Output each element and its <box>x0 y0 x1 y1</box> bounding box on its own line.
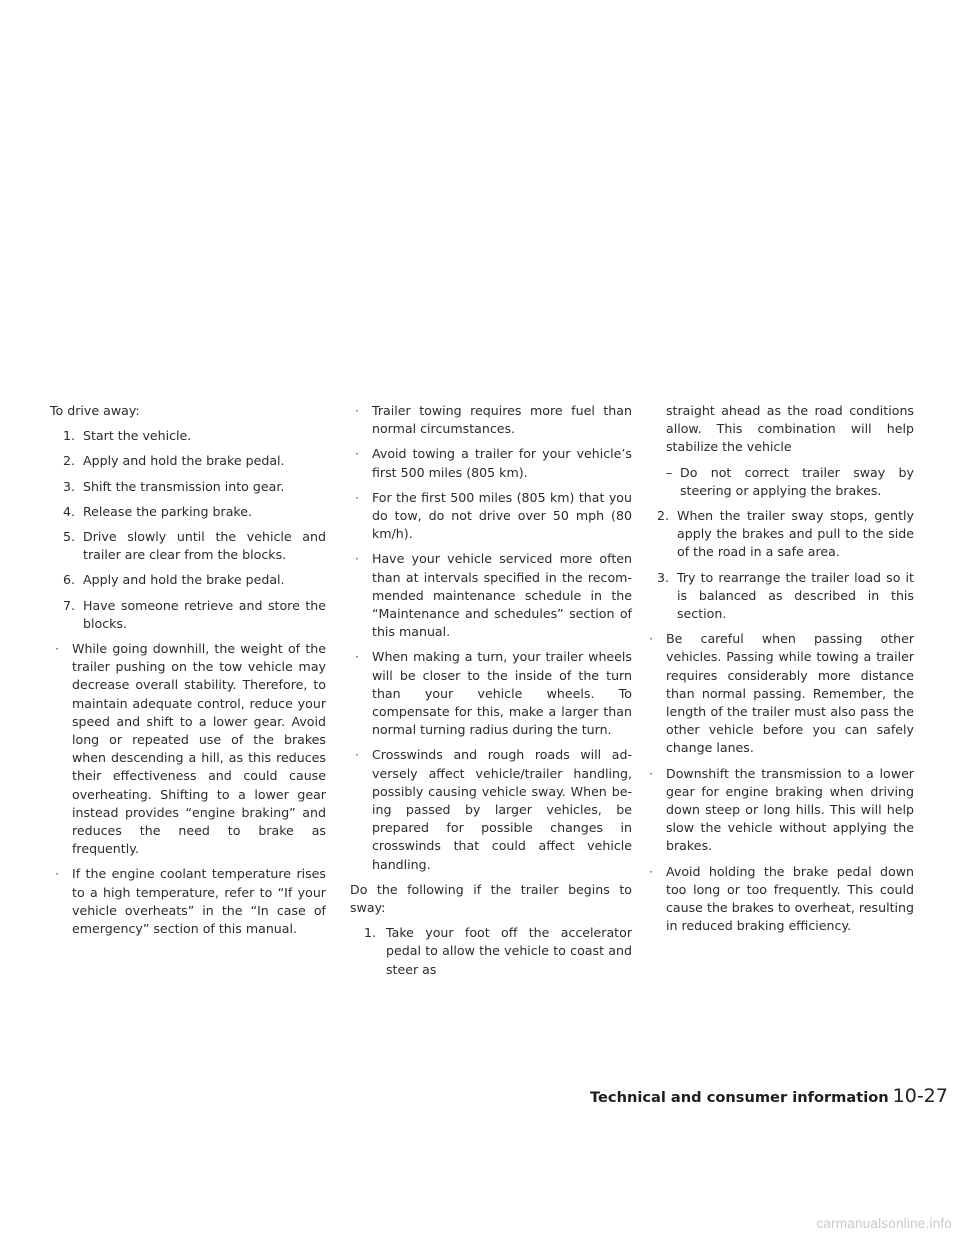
bullet-text: Have your vehicle serviced more often than at intervals specified in the recommended maintenance schedule in the “Maintenance and schedules” section of this manual. <box>372 551 632 640</box>
bullet-item <box>350 550 632 641</box>
bullet-item <box>350 648 632 739</box>
bullet-icon: · <box>355 403 360 418</box>
page-number: 10-27 <box>892 1085 948 1107</box>
drive-away-intro: To drive away: <box>50 403 140 418</box>
page-footer <box>590 1085 948 1107</box>
bullet-text: For the first 500 miles (805 km) that you do tow, do not drive over 50 mph (80 km/h). <box>372 489 632 542</box>
bullet-icon: · <box>355 489 360 505</box>
sway-step <box>644 507 914 562</box>
bullet-item <box>350 746 632 873</box>
step-text: Shift the transmission into gear. <box>83 478 285 494</box>
bullet-item <box>644 630 914 757</box>
bullet-text: Avoid holding the brake pedal down too long or too frequently. This could cause the brakes to overheat, resulting in reduced braking efficiency. <box>666 863 914 934</box>
drive-away-step <box>50 528 326 564</box>
step-text: Try to rearrange the trailer load so it is balanced as described in this section. <box>677 569 914 622</box>
bullet-text: While going downhill, the weight of the trailer pushing on the tow vehicle may decrease overall stability. Therefore, to maintain adequate control, reduce your speed and shift to a lower gear. Avoid long or repeated use of the brakes when descending a hill, as this reduces their effectiveness and could cause overheating. Shifting to a lower gear instead provides “engine braking” and reduces the need to brake as frequently. <box>72 641 326 857</box>
column-3 <box>644 402 914 942</box>
bullet-icon: · <box>355 649 360 665</box>
step-text: Drive slowly until the vehicle and trailer are clear from the blocks. <box>83 529 326 563</box>
step-text: Release the parking brake. <box>83 503 253 519</box>
step-text: Take your foot off the accelerator pedal to allow the vehicle to coast and steer as <box>386 925 632 977</box>
step-number: 2. <box>657 508 670 524</box>
step-number: 4. <box>63 503 76 519</box>
bullet-text: Crosswinds and rough roads will adversely affect vehicle/trailer handling, possibly causing vehicle sway. When being passed by larger vehicles, be prepared for possible changes in crosswinds that could affect vehicle handling. <box>372 747 632 872</box>
step-text: Have someone retrieve and store the blocks. <box>83 597 326 631</box>
bullet-icon: · <box>55 866 60 882</box>
bullet-icon: · <box>355 747 360 763</box>
bullet-text: Avoid towing a trailer for your vehicle’s first 500 miles (805 km). <box>372 446 632 480</box>
sway-step <box>350 924 632 979</box>
step-number: 1. <box>364 925 377 941</box>
bullet-icon: · <box>55 641 60 657</box>
bullet-item <box>350 445 632 481</box>
sway-step-continuation: straight ahead as the road conditions allow. This combination will help stabilize the vehicle <box>666 403 914 455</box>
bullet-item <box>50 640 326 858</box>
dash-icon: – <box>666 464 673 480</box>
dash-text: Do not correct trailer sway by steering or applying the brakes. <box>680 464 914 498</box>
bullet-text: Trailer towing requires more fuel than normal circumstances. <box>372 403 632 437</box>
drive-away-step <box>50 427 326 445</box>
bullet-text: Downshift the transmission to a lower gear for engine braking when driving down steep or long hills. This will help slow the vehicle without applying the brakes. <box>666 765 914 854</box>
step-number: 1. <box>63 428 76 444</box>
step-number: 3. <box>63 478 76 494</box>
step-number: 2. <box>63 453 76 469</box>
bullet-text: Be careful when passing other vehicles. Passing while towing a trailer requires considerably more distance than normal passing. Remember, the length of the trailer must also pass the other vehicle before you can safely change lanes. <box>666 631 914 756</box>
bullet-icon: · <box>649 863 654 879</box>
sway-step <box>644 569 914 624</box>
drive-away-step <box>50 571 326 589</box>
step-number: 7. <box>63 597 76 613</box>
bullet-item <box>644 765 914 856</box>
step-text: When the trailer sway stops, gently apply the brakes and pull to the side of the road in a safe area. <box>677 508 914 560</box>
step-text: Apply and hold the brake pedal. <box>83 453 285 469</box>
bullet-item <box>50 865 326 938</box>
bullet-icon: · <box>649 631 654 647</box>
drive-away-step <box>50 452 326 470</box>
step-number: 6. <box>63 572 76 588</box>
bullet-icon: · <box>355 446 360 462</box>
step-number: 3. <box>657 569 670 585</box>
bullet-item <box>350 489 632 544</box>
drive-away-step <box>50 503 326 521</box>
bullet-text: When making a turn, your trailer wheels will be closer to the inside of the turn than your vehicle wheels. To compensate for this, make a larger than normal turning radius during the turn. <box>372 649 632 738</box>
bullet-item <box>350 402 632 438</box>
step-text: Apply and hold the brake pedal. <box>83 572 285 588</box>
watermark: carmanualsonline.info <box>816 1216 952 1231</box>
bullet-icon: · <box>355 551 360 567</box>
drive-away-step <box>50 478 326 496</box>
step-number: 5. <box>63 529 76 545</box>
step-text: Start the vehicle. <box>83 428 192 444</box>
column-2 <box>350 402 632 979</box>
section-title: Technical and consumer information <box>590 1089 889 1106</box>
bullet-icon: · <box>649 765 654 781</box>
bullet-item <box>644 863 914 936</box>
column-1 <box>50 402 326 945</box>
drive-away-step <box>50 597 326 633</box>
dash-item <box>644 464 914 500</box>
sway-intro: Do the following if the trailer begins to sway: <box>350 881 632 916</box>
bullet-text: If the engine coolant temperature rises to a high temperature, refer to “If your vehicle overheats” in the “In case of emergency” section of this manual. <box>72 866 326 937</box>
